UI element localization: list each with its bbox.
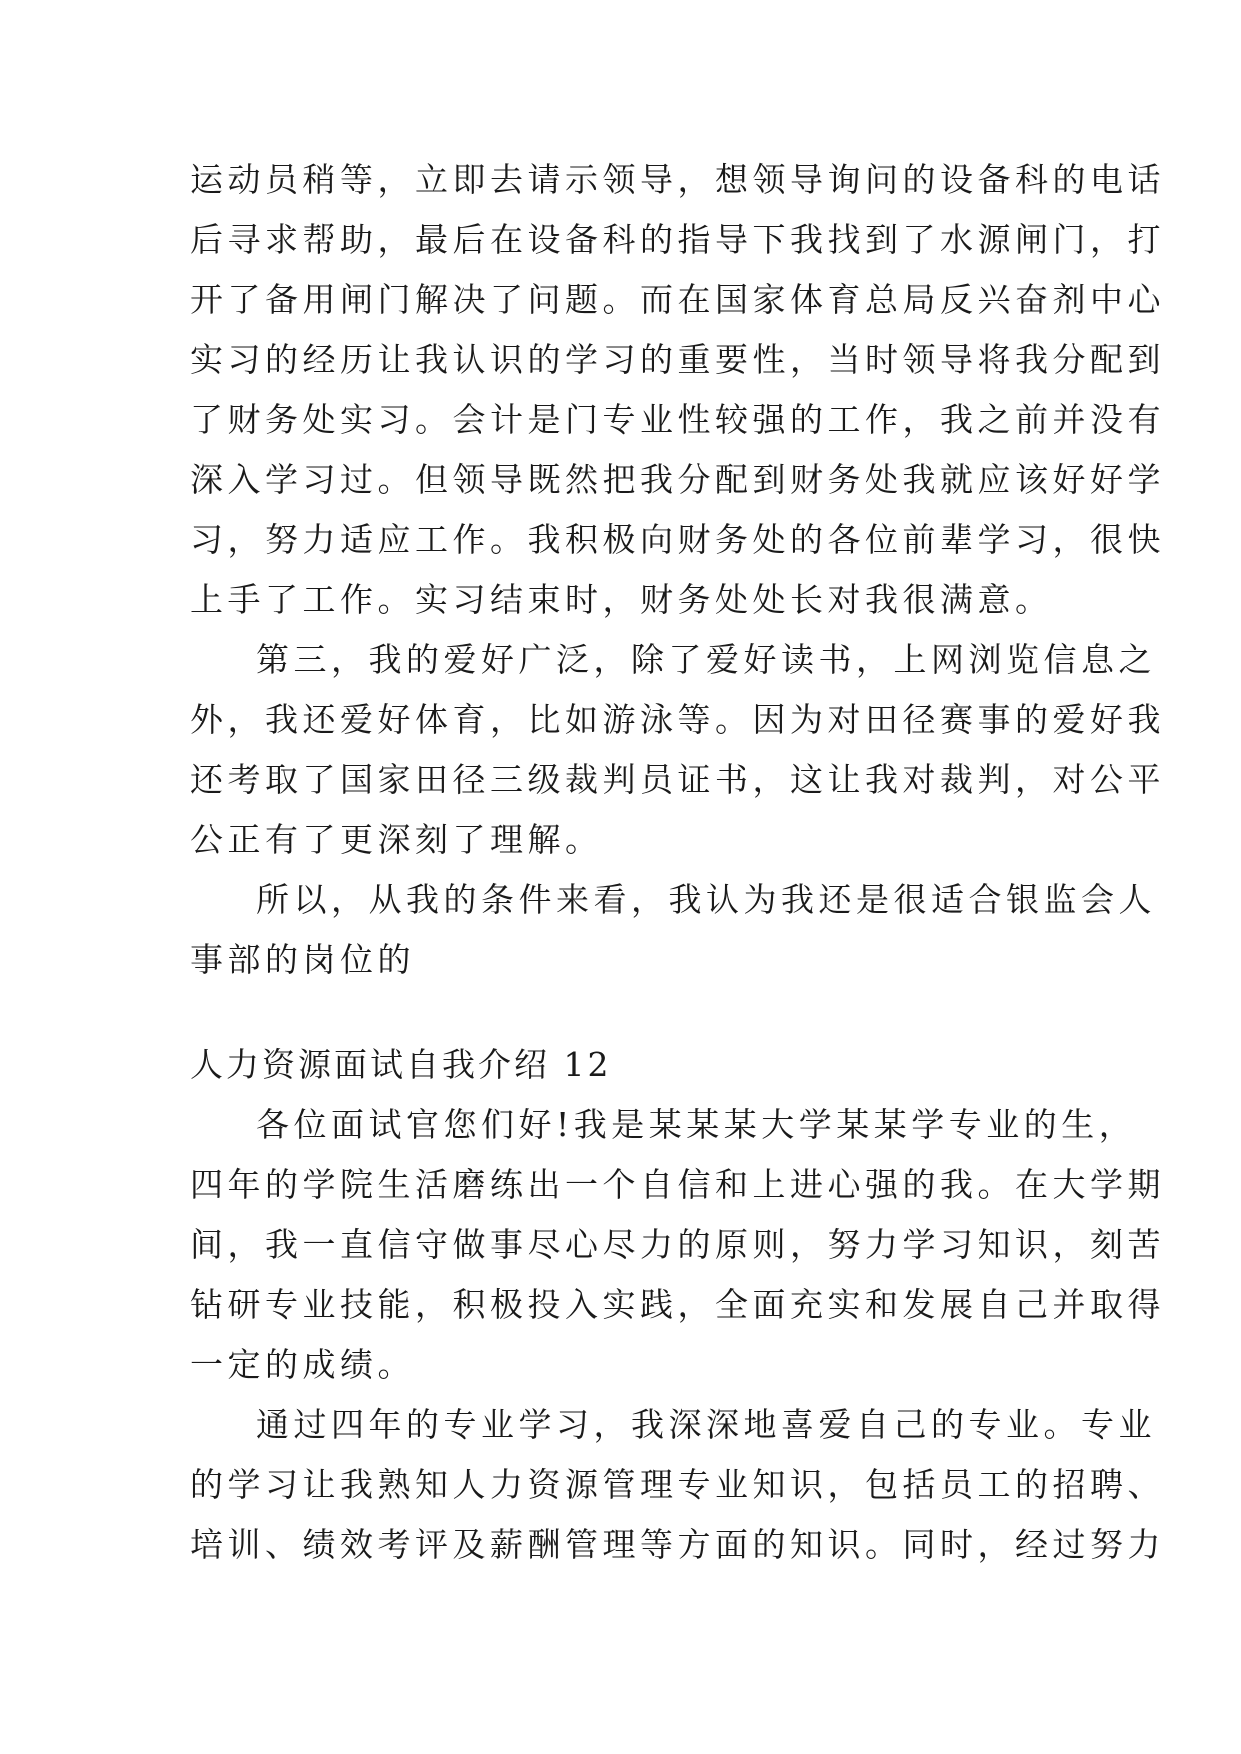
paragraph-1-line-1: 运动员稍等，立即去请示领导，想领导询问的设备科的电话 xyxy=(190,160,1165,199)
paragraph-4-line-4: 钻研专业技能，积极投入实践，全面充实和发展自己并取得 xyxy=(190,1285,1165,1324)
paragraph-2-line-3: 还考取了国家田径三级裁判员证书，这让我对裁判，对公平 xyxy=(190,760,1165,799)
paragraph-3-line-2: 事部的岗位的 xyxy=(190,940,415,979)
paragraph-2-line-1: 第三，我的爱好广泛，除了爱好读书，上网浏览信息之 xyxy=(256,640,1156,679)
paragraph-3-line-1: 所以，从我的条件来看，我认为我还是很适合银监会人 xyxy=(256,880,1156,919)
paragraph-5-line-2: 的学习让我熟知人力资源管理专业知识，包括员工的招聘、 xyxy=(190,1465,1165,1504)
paragraph-1-line-6: 深入学习过。但领导既然把我分配到财务处我就应该好好学 xyxy=(190,460,1165,499)
paragraph-1-line-5: 了财务处实习。会计是门专业性较强的工作，我之前并没有 xyxy=(190,400,1165,439)
paragraph-4-line-3: 间，我一直信守做事尽心尽力的原则，努力学习知识，刻苦 xyxy=(190,1225,1165,1264)
paragraph-2-line-2: 外，我还爱好体育，比如游泳等。因为对田径赛事的爱好我 xyxy=(190,700,1165,739)
paragraph-4-line-5: 一定的成绩。 xyxy=(190,1345,415,1384)
section-heading: 人力资源面试自我介绍 12 xyxy=(190,1045,612,1084)
paragraph-4-line-1: 各位面试官您们好!我是某某某大学某某学专业的生， xyxy=(256,1105,1137,1144)
paragraph-1-line-7: 习，努力适应工作。我积极向财务处的各位前辈学习，很快 xyxy=(190,520,1165,559)
paragraph-1-line-3: 开了备用闸门解决了问题。而在国家体育总局反兴奋剂中心 xyxy=(190,280,1165,319)
paragraph-5-line-1: 通过四年的专业学习，我深深地喜爱自己的专业。专业 xyxy=(256,1405,1156,1444)
paragraph-4-line-2: 四年的学院生活磨练出一个自信和上进心强的我。在大学期 xyxy=(190,1165,1165,1204)
paragraph-5-line-3: 培训、绩效考评及薪酬管理等方面的知识。同时，经过努力 xyxy=(190,1525,1165,1564)
paragraph-2-line-4: 公正有了更深刻了理解。 xyxy=(190,820,603,859)
paragraph-1-line-8: 上手了工作。实习结束时，财务处处长对我很满意。 xyxy=(190,580,1053,619)
paragraph-1-line-2: 后寻求帮助，最后在设备科的指导下我找到了水源闸门，打 xyxy=(190,220,1165,259)
paragraph-1-line-4: 实习的经历让我认识的学习的重要性，当时领导将我分配到 xyxy=(190,340,1165,379)
